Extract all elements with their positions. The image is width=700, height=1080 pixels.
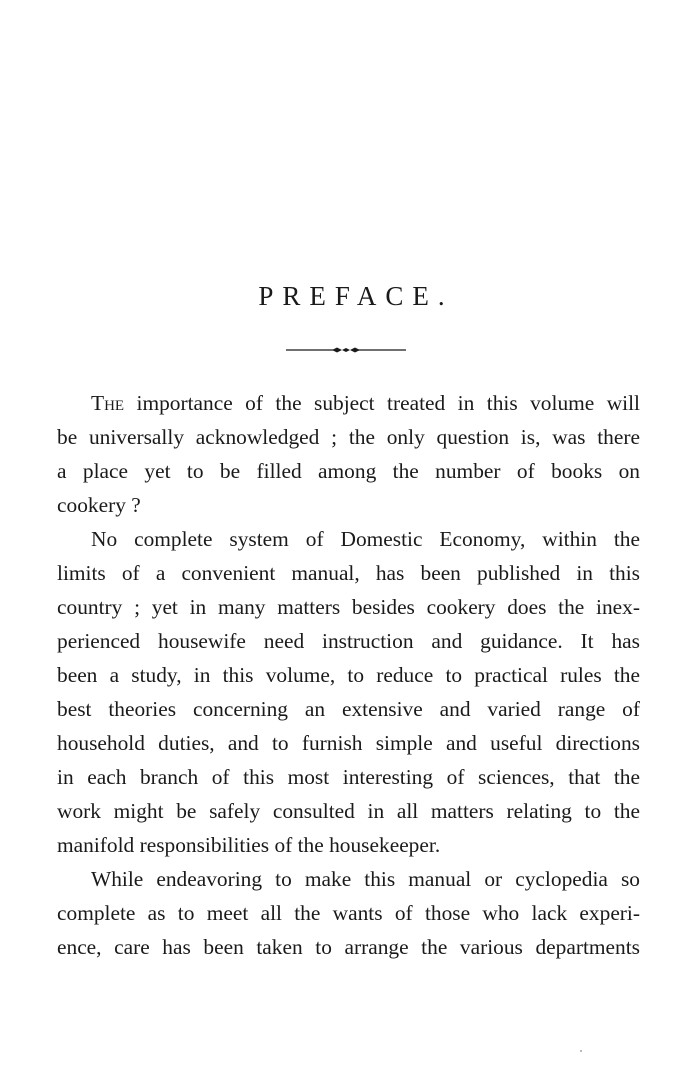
- preface-body: [57, 386, 640, 964]
- text-line: No complete system of Domestic Economy, within the: [91, 527, 640, 551]
- text-line: country ; yet in many matters besides cookery does the inex-: [57, 595, 640, 619]
- page-title: PREFACE.: [258, 281, 454, 311]
- text-line: perienced housewife need instruction and guidance. It has: [57, 629, 640, 653]
- text-line: be universally acknowledged ; the only question is, was there: [57, 425, 640, 449]
- text-line: limits of a convenient manual, has been published in this: [57, 561, 640, 585]
- text-line: The importance of the subject treated in this volume will: [91, 391, 640, 415]
- text-line: complete as to meet all the wants of those who lack experi-: [57, 901, 640, 925]
- ornament-divider: [286, 340, 406, 360]
- text-line: best theories concerning an extensive and varied range of: [57, 697, 640, 721]
- text-line: work might be safely consulted in all matters relating to the: [57, 799, 640, 823]
- text-line: in each branch of this most interesting of sciences, that the: [57, 765, 640, 789]
- text-line: been a study, in this volume, to reduce to practical rules the: [57, 663, 640, 687]
- text-line: household duties, and to furnish simple and useful directions: [57, 731, 640, 755]
- text-line: cookery ?: [57, 493, 141, 517]
- text-line: manifold responsibilities of the housekeeper.: [57, 833, 441, 857]
- text-line: ence, care has been taken to arrange the various departments: [57, 935, 640, 959]
- lead-word: The: [91, 391, 125, 415]
- scan-speck: [580, 1050, 582, 1052]
- text-line: a place yet to be filled among the number of books on: [57, 459, 640, 483]
- text-line: While endeavoring to make this manual or cyclopedia so: [91, 867, 640, 891]
